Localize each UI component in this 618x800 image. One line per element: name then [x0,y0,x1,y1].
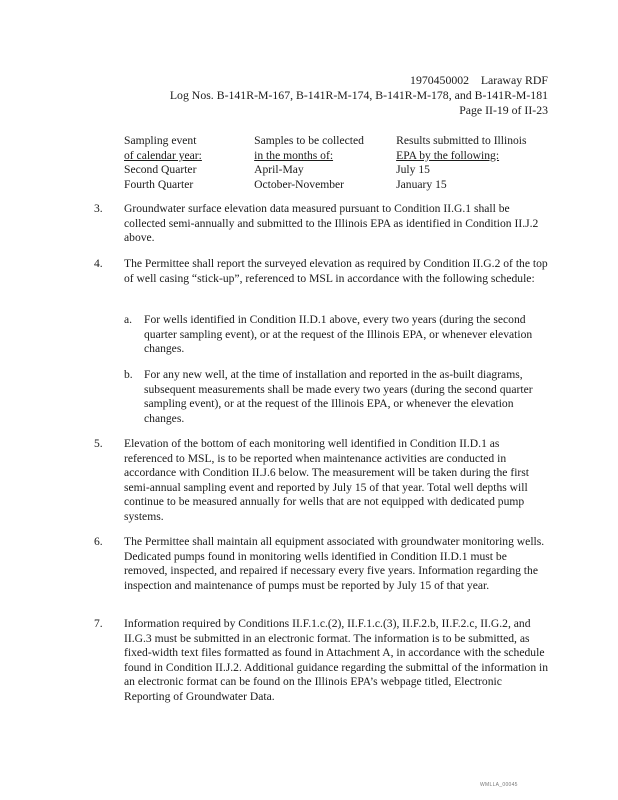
item-number: 6. [94,535,103,548]
condition-item-7 [94,617,549,705]
header-cell: Results submitted to Illinois [396,134,527,147]
item-text: Groundwater surface elevation data measured pursuant to Condition II.G.1 shall be collected semi-annually and submitted to the Illinois EPA as identified in Condition II.J.2 above. [124,202,539,245]
table-cell: April-May [254,163,304,177]
header-cell: of calendar year: [124,148,202,162]
condition-item-3 [94,202,549,246]
item-text: The Permittee shall maintain all equipment associated with groundwater monitoring wells. Dedicated pumps found in monitoring wells identified in Condition II.D.1 must be removed, inspected, and repaired if necessary every five years. Information regarding the inspection and maintenance of pumps must be reported by July 15 of that year. [124,535,545,592]
table-cell: October-November [254,177,345,191]
header-cell: Sampling event [124,134,197,147]
facility-id-line: 1970450002 Laraway RDF [410,73,548,87]
table-cell: Fourth Quarter [124,177,194,191]
subitem-letter: a. [124,313,133,326]
header-cell: in the months of: [254,148,334,162]
item-text: Elevation of the bottom of each monitoring well identified in Condition II.D.1 as referenced to MSL, is to be reported when maintenance activities are conducted in accordance with Condition II.J.6 below. The measurement will be taken during the first semi-annual sampling event and reported by July 15 of that year. Total well depths will continue to be measured annually for wells that are not equipped with dedicated pump systems. [124,437,530,523]
bates-stamp: WMLLA_00045 [480,782,518,788]
log-numbers-line: Log Nos. B-141R-M-167, B-141R-M-174, B-141R-M-178, and B-141R-M-181 [169,88,548,102]
schedule-header-row [124,134,544,149]
item-number: 3. [94,202,103,215]
subitem-4b [124,368,549,426]
sampling-schedule-table [124,134,544,192]
header-cell: Samples to be collected [254,134,364,147]
table-cell: Second Quarter [124,163,197,177]
subitem-text: For wells identified in Condition II.D.1 above, every two years (during the second quarter sampling event), or at the request of the Illinois EPA, or whenever elevation changes. [144,313,533,356]
item-number: 5. [94,437,103,450]
table-cell: July 15 [396,163,430,177]
subitem-letter: b. [124,368,133,381]
item-number: 4. [94,257,103,270]
page-header [170,73,548,118]
subitem-4a [124,313,549,357]
page-number: Page II-19 of II-23 [459,103,548,117]
condition-item-5 [94,437,549,525]
condition-item-6 [94,535,549,593]
subitem-text: For any new well, at the time of installation and reported in the as-built diagrams, subsequent measurements shall be made every two years (during the second quarter sampling event), or at the request of the Illinois EPA, or whenever the elevation changes. [144,368,533,425]
condition-item-4 [94,257,549,286]
item-text: Information required by Conditions II.F.1.c.(2), II.F.1.c.(3), II.F.2.b, II.F.2.c, II.G.2, and II.G.3 must be submitted in an electronic format. The information is to be submitted, as fixed-width text files formatted as found in Attachment A, in accordance with the schedule found in Condition II.J.2. Additional guidance regarding the submittal of the information in an electronic format can be found on the Illinois EPA’s webpage titled, Electronic Reporting of Groundwater Data. [124,617,549,703]
table-row [124,178,544,193]
schedule-header-row [124,149,544,164]
item-text: The Permittee shall report the surveyed elevation as required by Condition II.G.2 of the top of well casing “stick-up”, referenced to MSL in accordance with the following schedule: [124,257,548,285]
table-row [124,163,544,178]
item-number: 7. [94,617,103,630]
header-cell: EPA by the following: [396,148,500,162]
table-cell: January 15 [396,177,447,191]
